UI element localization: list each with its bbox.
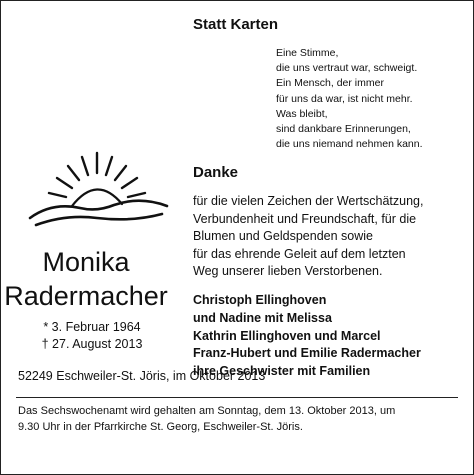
deceased-last-name: Radermacher [4, 281, 168, 311]
poem-line: Was bleibt, [276, 107, 328, 120]
notice-line: Das Sechswochenamt wird gehalten am Sonntag, dem 13. Oktober 2013, um [18, 405, 396, 417]
thanks-line: für das ehrende Geleit auf dem letzten [193, 246, 406, 261]
sunset-icon [22, 138, 172, 228]
mourners-list [193, 292, 421, 381]
notice-line: 9.30 Uhr in der Pfarrkirche St. Georg, Eschweiler-St. Jöris. [18, 420, 303, 433]
mourner-line: ihre Geschwister mit Familien [193, 364, 371, 379]
mourner-line: und Nadine mit Melissa [193, 310, 332, 325]
mourner-line: Franz-Hubert und Emilie Radermacher [193, 346, 421, 361]
poem-line: für uns da war, ist nicht mehr. [276, 92, 413, 105]
poem-line: Ein Mensch, der immer [276, 77, 384, 90]
mourner-line: Christoph Ellinghoven [193, 293, 327, 307]
death-date: † 27. August 2013 [41, 337, 143, 351]
poem-line: die uns vertraut war, schweigt. [276, 62, 418, 75]
divider [16, 397, 458, 398]
place-date: 52249 Eschweiler-St. Jöris, im Oktober 2013 [18, 369, 266, 383]
thanks-line: Verbundenheit und Freundschaft, für die [193, 211, 417, 226]
card-heading: Statt Karten [193, 16, 279, 33]
deceased-first-name: Monika [42, 247, 130, 277]
poem-line: Eine Stimme, [276, 47, 339, 59]
mourner-line: Kathrin Ellinghoven und Marcel [193, 328, 381, 343]
poem [276, 46, 423, 152]
service-notice [18, 404, 395, 435]
thanks-line: Weg unserer lieben Verstorbenen. [193, 264, 383, 278]
birth-date: * 3. Februar 1964 [43, 320, 141, 334]
thanks-heading: Danke [193, 164, 239, 181]
thanks-text [193, 193, 423, 281]
poem-line: die uns niemand nehmen kann. [276, 138, 423, 151]
thanks-line: für die vielen Zeichen der Wertschätzung, [193, 194, 424, 208]
thanks-line: Blumen und Geldspenden sowie [193, 229, 373, 243]
poem-line: sind dankbare Erinnerungen, [276, 122, 411, 135]
